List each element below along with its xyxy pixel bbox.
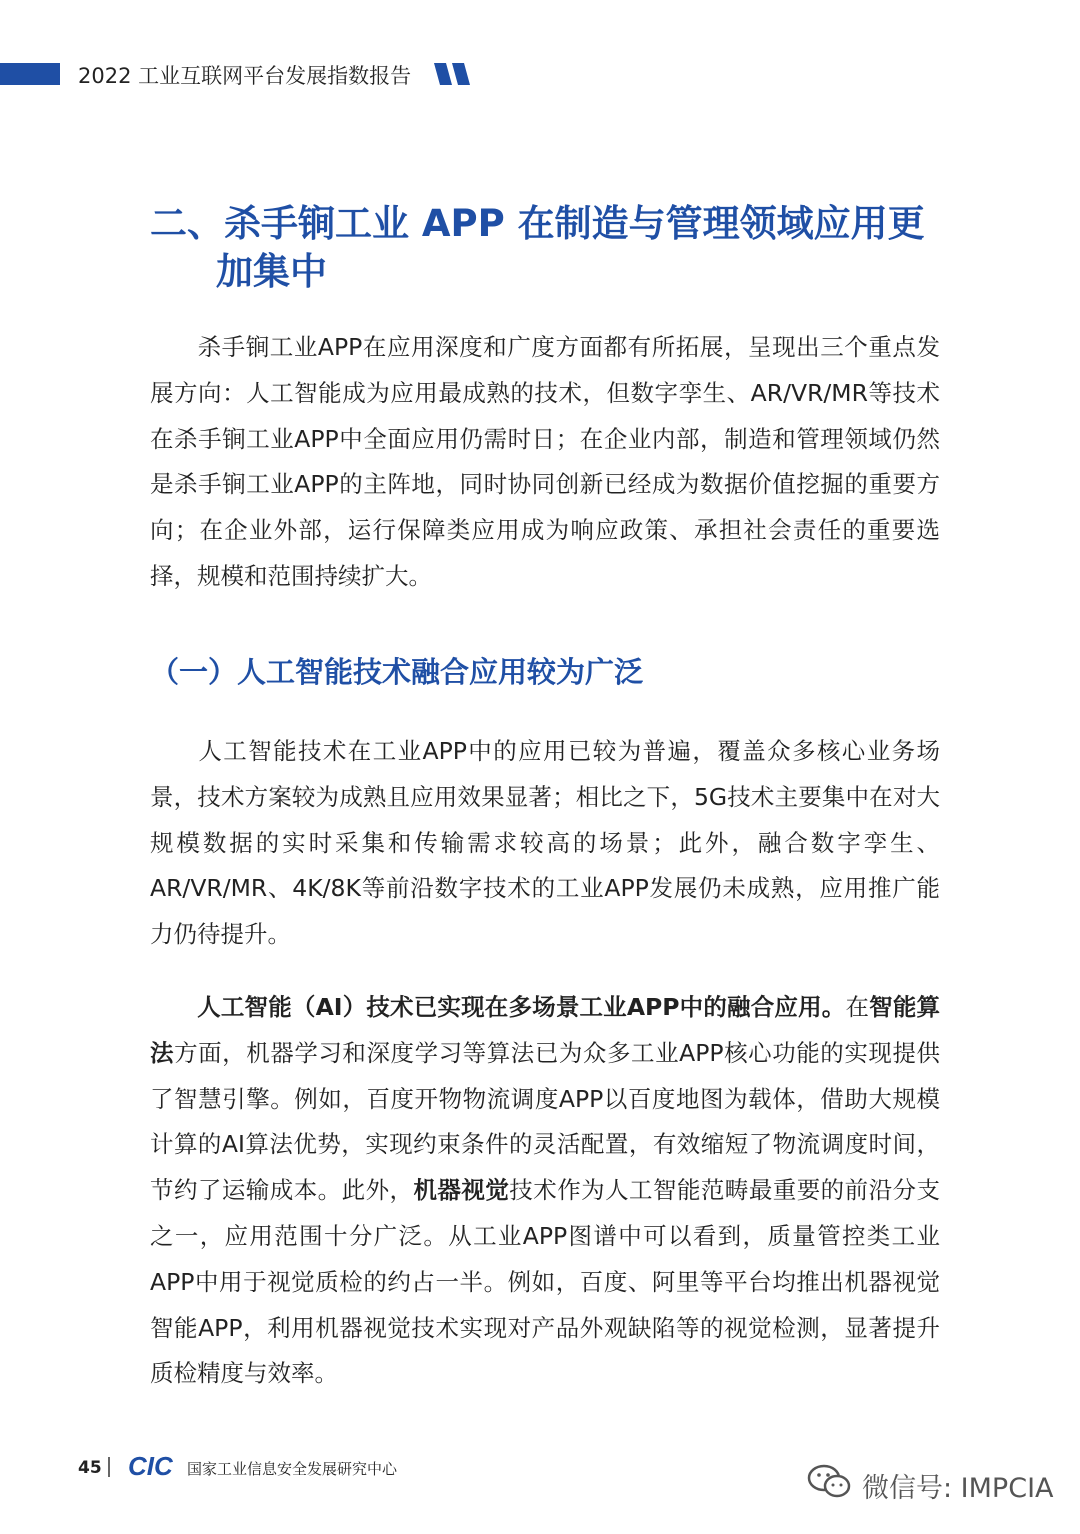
header-accent-bar (0, 63, 60, 85)
keyword-intelligent-algorithm: 智能算法 (150, 993, 941, 1067)
keyword-machine-vision: 机器视觉 (413, 1176, 510, 1205)
cic-logo (128, 1452, 180, 1480)
ai-application-paragraph (150, 985, 940, 1397)
para-text-2: 方面，机器学习和深度学习等算法已为众多工业APP核心功能的实现提供了智慧引擎。例如，百度开物物流调度APP以百度地图为载体，借助大规模计算的AI算法优势，实现约束条件的灵活配置，有效缩短了物流调度时间，节约了运输成本。此外， (150, 1038, 941, 1205)
header-slash-mark-icon (432, 63, 472, 85)
para-text-3: 技术作为人工智能范畴最重要的前沿分支之一，应用范围十分广泛。从工业APP图谱中可以看到，质量管控类工业APP中用于视觉质检的约占一半。例如，百度、阿里等平台均推出机器视觉智能APP，利用机器视觉技术实现对产品外观缺陷等的视觉检测，显著提升质检精度与效率。 (150, 1176, 940, 1388)
cic-logo-text: CIC (128, 1452, 173, 1480)
running-header-title: 2022 工业互联网平台发展指数报告 (78, 64, 412, 88)
lead-sentence: 人工智能（AI）技术已实现在多场景工业APP中的融合应用。 (197, 993, 846, 1021)
subsection-heading: （一）人工智能技术融合应用较为广泛 (150, 655, 644, 689)
ai-overview-paragraph (150, 729, 940, 958)
footer-organization: 国家工业信息安全发展研究中心 (187, 1460, 398, 1478)
section-heading-line2: 加集中 (216, 250, 327, 293)
para-text-1: 在 (845, 993, 870, 1021)
section-heading (150, 200, 950, 296)
section-heading-line1: 二、杀手锏工业 APP 在制造与管理领域应用更 (150, 202, 925, 245)
ai-overview-text: 人工智能技术在工业APP中的应用已较为普遍，覆盖众多核心业务场景，技术方案较为成熟且应用效果显著；相比之下，5G技术主要集中在对大规模数据的实时采集和传输需求较高的场景；此外，融合数字孪生、AR/VR/MR、4K/8K等前沿数字技术的工业APP发展仍未成熟，应用推广能力仍待提升。 (150, 737, 940, 949)
intro-paragraph (150, 325, 940, 600)
wechat-icon (806, 1462, 854, 1502)
wechat-watermark: 微信号: IMPCIA (862, 1473, 1054, 1504)
intro-text: 杀手锏工业APP在应用深度和广度方面都有所拓展，呈现出三个重点发展方向：人工智能成为应用最成熟的技术，但数字孪生、AR/VR/MR等技术在杀手锏工业APP中全面应用仍需时日；在企业内部，制造和管理领域仍然是杀手锏工业APP的主阵地，同时协同创新已经成为数据价值挖掘的重要方向；在企业外部，运行保障类应用成为响应政策、承担社会责任的重要选择，规模和范围持续扩大。 (150, 333, 940, 590)
page-number: 45 (78, 1458, 102, 1478)
footer-divider (108, 1457, 110, 1477)
